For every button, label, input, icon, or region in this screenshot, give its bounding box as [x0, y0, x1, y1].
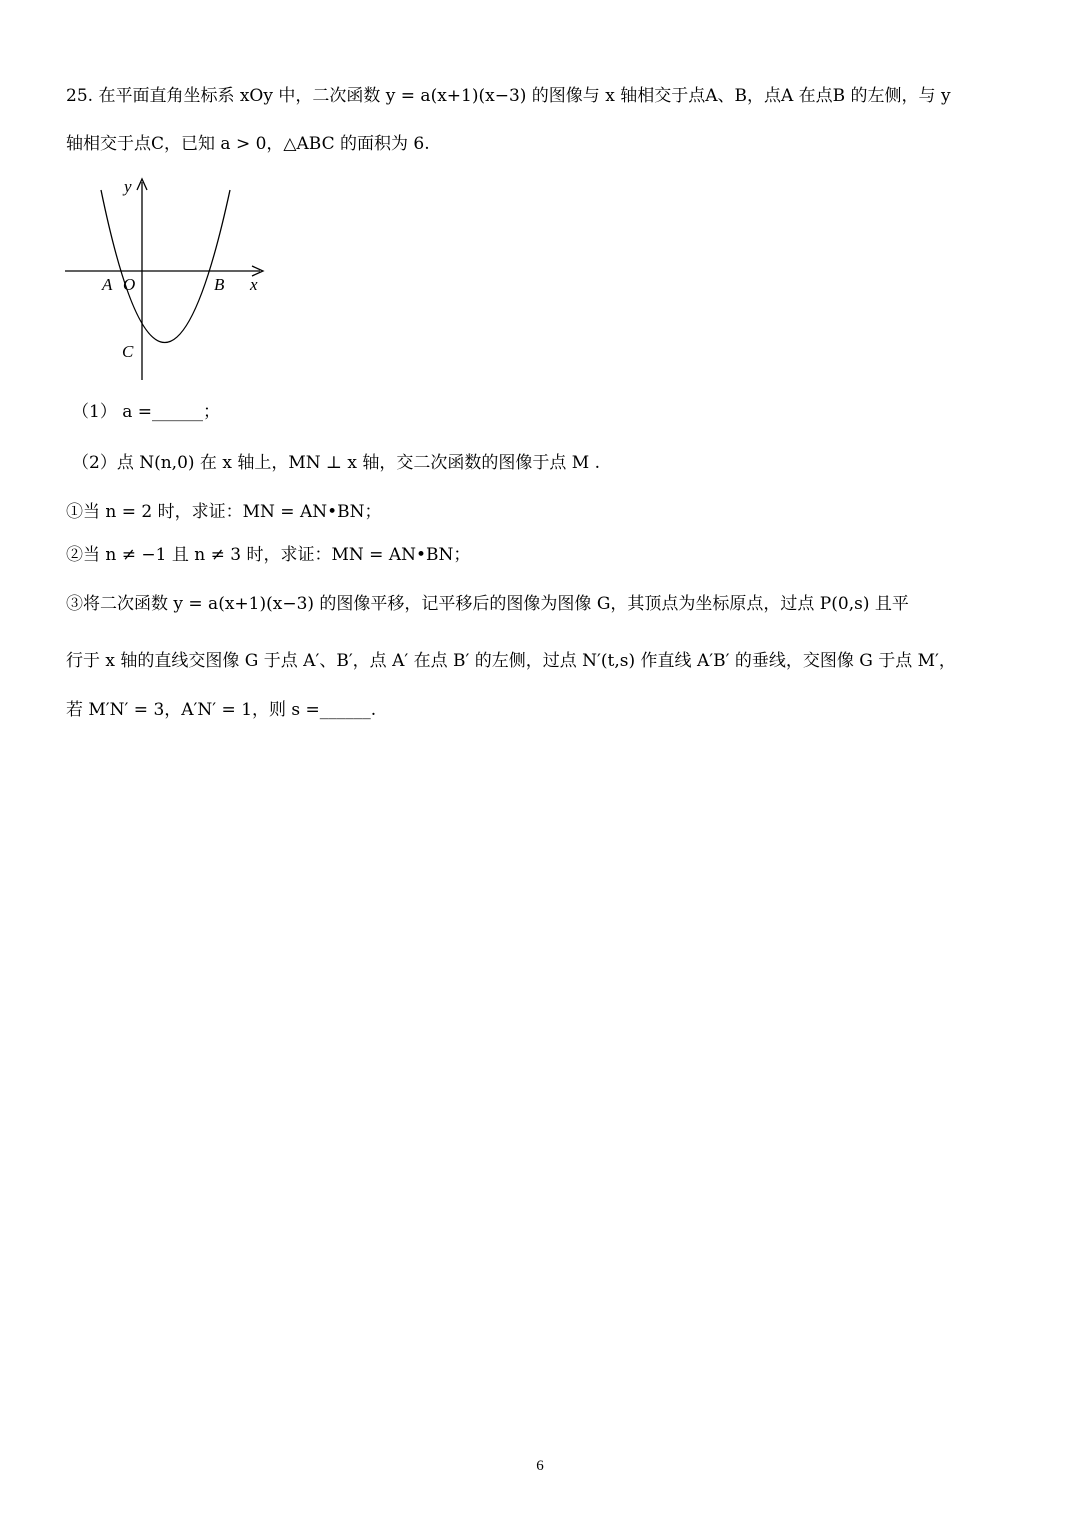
sub-question-3-line-3: 若 M′N′ = 3，A′N′ = 1，则 s =______.: [66, 700, 377, 720]
problem-statement-line-2: 轴相交于点C，已知 a > 0，△ABC 的面积为 6.: [66, 134, 430, 154]
parabola-figure: [60, 172, 270, 386]
question-2: （2）点 N(n,0) 在 x 轴上，MN ⊥ x 轴，交二次函数的图像于点 M .: [72, 453, 601, 473]
sub-question-2: ②当 n ≠ −1 且 n ≠ 3 时，求证：MN = AN•BN；: [66, 545, 471, 565]
label-b: B: [214, 275, 225, 294]
question-1: （1） a =______；: [72, 402, 221, 422]
label-o: O: [123, 275, 136, 294]
parabola-curve: [101, 190, 230, 343]
label-a: A: [102, 275, 113, 294]
label-c: C: [122, 342, 134, 361]
sub-question-3-line-1: ③将二次函数 y = a(x+1)(x−3) 的图像平移，记平移后的图像为图像 G，其顶点为坐标原点，过点 P(0,s) 且平: [66, 594, 909, 614]
label-x: x: [250, 275, 258, 294]
sub-question-3-line-2: 行于 x 轴的直线交图像 G 于点 A′、B′，点 A′ 在点 B′ 的左侧，过点 N′(t,s) 作直线 A′B′ 的垂线，交图像 G 于点 M′，: [66, 651, 956, 671]
label-y: y: [124, 177, 132, 196]
sub-question-1: ①当 n = 2 时，求证：MN = AN•BN；: [66, 502, 382, 522]
page-number: 6: [536, 1458, 544, 1474]
problem-statement-line-1: 25. 在平面直角坐标系 xOy 中，二次函数 y = a(x+1)(x−3) 的图像与 x 轴相交于点A、B，点A 在点B 的左侧，与 y: [66, 86, 951, 106]
